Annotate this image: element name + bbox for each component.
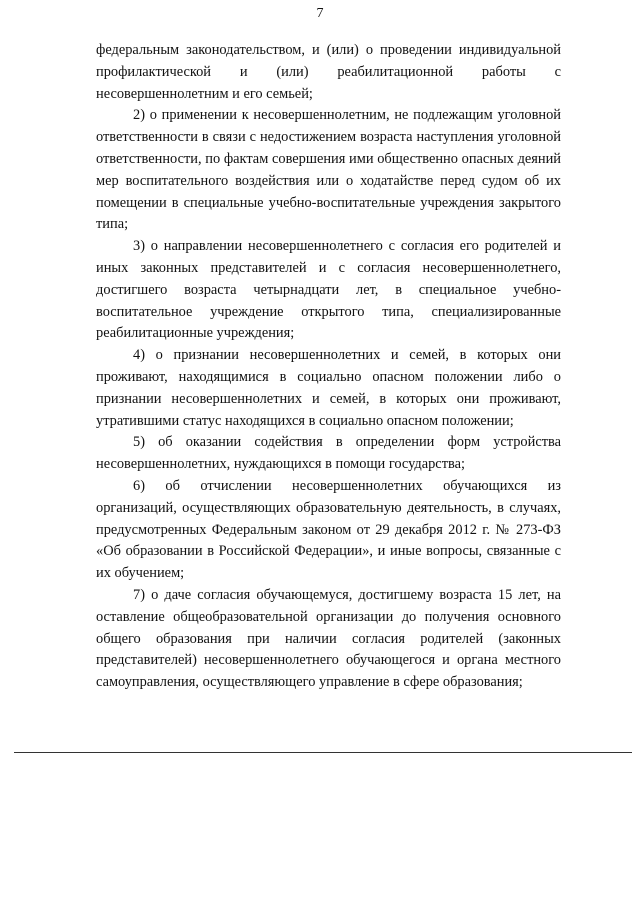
page-number: 7 [316,6,324,21]
list-item-4: 4) о признании несовершеннолетних и семей, в которых они проживают, находящимися в социально опасном положении либо о признании несовершеннолетних и семей, в которых они проживают, утратившими статус находящихся в социально опасном положении; [96,347,561,429]
paragraph-continuation: федеральным законодательством, и (или) о проведении индивидуальной профилактической и (или) реабилитационной работы с несовершеннолетним и его семьей; [96,42,561,102]
list-item-5: 5) об оказании содействия в определении форм устройства несовершеннолетних, нуждающихся в помощи государства; [96,434,561,473]
list-item-6: 6) об отчислении несовершеннолетних обучающихся из организаций, осуществляющих образовательную деятельность, в случаях, предусмотренных Федеральным законом от 29 декабря 2012 г. № 273-ФЗ «Об образовании в Российской Федерации», и иные вопросы, связанные с их обучением; [96,477,561,582]
list-item-2: 2) о применении к несовершеннолетним, не подлежащим уголовной ответственности в связи с недостижением возраста наступления уголовной ответственности, по фактам совершения ими общественно опасных деяний мер воспитательного воздействия или о ходатайстве перед судом об их помещении в специальные учебно-воспитательные учреждения закрытого типа; [96,107,561,233]
list-item-3: 3) о направлении несовершеннолетнего с согласия его родителей и иных законных представителей и с согласия несовершеннолетнего, достигшего возраста четырнадцати лет, в специальное учебно-воспитательное учреждение открытого типа, специализированные реабилитационные учреждения; [96,238,561,342]
footer-divider [14,752,632,753]
list-item-7: 7) о даче согласия обучающемуся, достигшему возраста 15 лет, на оставление общеобразовательной организации до получения основного общего образования при наличии согласия родителей (законных представителей) несовершеннолетнего обучающегося и органа местного самоуправления, осуществляющего управление в сфере образования; [96,586,561,691]
document-body [96,40,561,694]
